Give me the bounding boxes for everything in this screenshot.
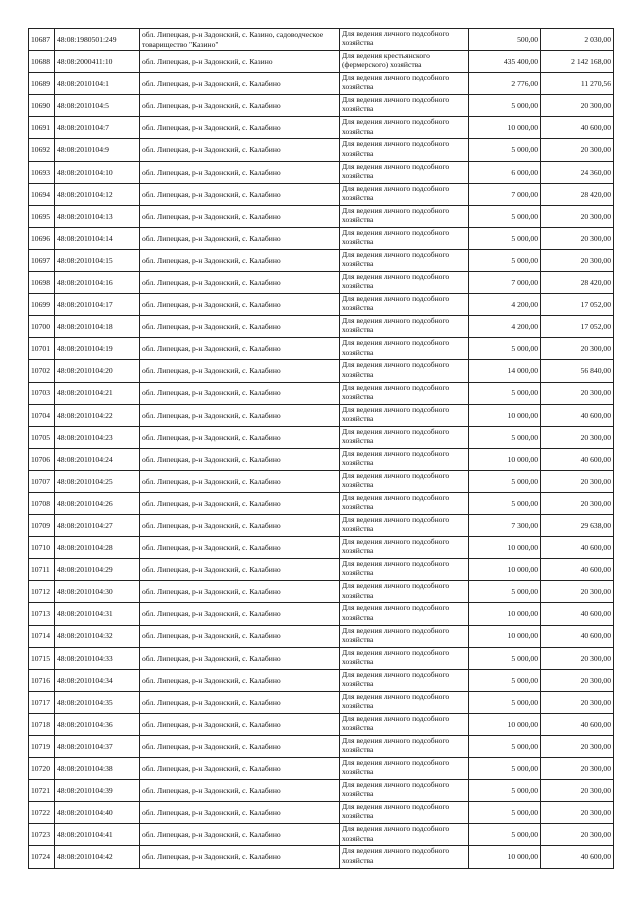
row-number-cell: 10694: [29, 183, 55, 205]
cadastral-number-cell: 48:08:2010104:23: [55, 426, 140, 448]
cadastral-number-cell: 48:08:2010104:26: [55, 492, 140, 514]
cadastral-number-cell: 48:08:2010104:25: [55, 470, 140, 492]
area-cell: 5 000,00: [469, 802, 541, 824]
land-use-cell: Для ведения личного подсобного хозяйства: [340, 824, 469, 846]
table-row: [29, 117, 614, 139]
address-cell: обл. Липецкая, р-н Задонский, с. Калабино: [140, 846, 340, 868]
cadastral-value-cell: 40 600,00: [541, 625, 614, 647]
cadastral-value-cell: 20 300,00: [541, 581, 614, 603]
area-cell: 7 000,00: [469, 183, 541, 205]
address-cell: обл. Липецкая, р-н Задонский, с. Калабино: [140, 161, 340, 183]
land-use-cell: Для ведения личного подсобного хозяйства: [340, 846, 469, 868]
cadastral-number-cell: 48:08:2010104:18: [55, 316, 140, 338]
address-cell: обл. Липецкая, р-н Задонский, с. Калабино: [140, 691, 340, 713]
area-cell: 10 000,00: [469, 713, 541, 735]
address-cell: обл. Липецкая, р-н Задонский, с. Калабино: [140, 73, 340, 95]
cadastral-number-cell: 48:08:1980501:249: [55, 29, 140, 51]
land-use-cell: Для ведения личного подсобного хозяйства: [340, 691, 469, 713]
table-row: [29, 338, 614, 360]
area-cell: 10 000,00: [469, 625, 541, 647]
area-cell: 10 000,00: [469, 559, 541, 581]
table-row: [29, 736, 614, 758]
cadastral-value-cell: 20 300,00: [541, 382, 614, 404]
table-row: [29, 205, 614, 227]
cadastral-number-cell: 48:08:2010104:9: [55, 139, 140, 161]
row-number-cell: 10717: [29, 691, 55, 713]
table-row: [29, 537, 614, 559]
cadastral-value-cell: 20 300,00: [541, 492, 614, 514]
table-row: [29, 382, 614, 404]
table-row: [29, 316, 614, 338]
row-number-cell: 10687: [29, 29, 55, 51]
address-cell: обл. Липецкая, р-н Задонский, с. Калабино: [140, 205, 340, 227]
table-row: [29, 227, 614, 249]
table-body: [29, 29, 614, 869]
cadastral-number-cell: 48:08:2010104:33: [55, 647, 140, 669]
table-row: [29, 448, 614, 470]
cadastral-value-cell: 20 300,00: [541, 95, 614, 117]
cadastral-number-cell: 48:08:2010104:40: [55, 802, 140, 824]
area-cell: 2 776,00: [469, 73, 541, 95]
cadastral-value-cell: 2 030,00: [541, 29, 614, 51]
cadastral-value-cell: 20 300,00: [541, 802, 614, 824]
cadastral-number-cell: 48:08:2010104:24: [55, 448, 140, 470]
table-row: [29, 249, 614, 271]
address-cell: обл. Липецкая, р-н Задонский, с. Калабино: [140, 713, 340, 735]
table-row: [29, 73, 614, 95]
land-use-cell: Для ведения личного подсобного хозяйства: [340, 559, 469, 581]
land-use-cell: Для ведения личного подсобного хозяйства: [340, 382, 469, 404]
table-row: [29, 515, 614, 537]
area-cell: 5 000,00: [469, 227, 541, 249]
area-cell: 10 000,00: [469, 448, 541, 470]
land-use-cell: Для ведения личного подсобного хозяйства: [340, 515, 469, 537]
address-cell: обл. Липецкая, р-н Задонский, с. Калабино: [140, 824, 340, 846]
row-number-cell: 10708: [29, 492, 55, 514]
cadastral-value-cell: 20 300,00: [541, 691, 614, 713]
land-use-cell: Для ведения личного подсобного хозяйства: [340, 603, 469, 625]
cadastral-value-cell: 11 270,56: [541, 73, 614, 95]
address-cell: обл. Липецкая, р-н Задонский, с. Калабино: [140, 227, 340, 249]
area-cell: 6 000,00: [469, 161, 541, 183]
land-use-cell: Для ведения личного подсобного хозяйства: [340, 780, 469, 802]
cadastral-value-cell: 2 142 168,00: [541, 51, 614, 73]
row-number-cell: 10710: [29, 537, 55, 559]
area-cell: 5 000,00: [469, 647, 541, 669]
table-row: [29, 758, 614, 780]
cadastral-number-cell: 48:08:2010104:21: [55, 382, 140, 404]
cadastral-number-cell: 48:08:2010104:15: [55, 249, 140, 271]
cadastral-number-cell: 48:08:2010104:39: [55, 780, 140, 802]
area-cell: 10 000,00: [469, 603, 541, 625]
address-cell: обл. Липецкая, р-н Задонский, с. Калабино: [140, 736, 340, 758]
area-cell: 5 000,00: [469, 205, 541, 227]
row-number-cell: 10695: [29, 205, 55, 227]
land-use-cell: Для ведения личного подсобного хозяйства: [340, 183, 469, 205]
cadastral-number-cell: 48:08:2010104:37: [55, 736, 140, 758]
land-use-cell: Для ведения личного подсобного хозяйства: [340, 205, 469, 227]
row-number-cell: 10707: [29, 470, 55, 492]
table-row: [29, 29, 614, 51]
area-cell: 4 200,00: [469, 316, 541, 338]
row-number-cell: 10703: [29, 382, 55, 404]
row-number-cell: 10720: [29, 758, 55, 780]
land-use-cell: Для ведения личного подсобного хозяйства: [340, 537, 469, 559]
address-cell: обл. Липецкая, р-н Задонский, с. Калабино: [140, 603, 340, 625]
land-use-cell: Для ведения личного подсобного хозяйства: [340, 316, 469, 338]
row-number-cell: 10693: [29, 161, 55, 183]
land-use-cell: Для ведения личного подсобного хозяйства: [340, 802, 469, 824]
row-number-cell: 10689: [29, 73, 55, 95]
cadastral-value-cell: 40 600,00: [541, 603, 614, 625]
table-row: [29, 669, 614, 691]
land-use-cell: Для ведения личного подсобного хозяйства: [340, 426, 469, 448]
table-row: [29, 492, 614, 514]
address-cell: обл. Липецкая, р-н Задонский, с. Калабино: [140, 625, 340, 647]
row-number-cell: 10715: [29, 647, 55, 669]
row-number-cell: 10709: [29, 515, 55, 537]
address-cell: обл. Липецкая, р-н Задонский, с. Калабино: [140, 95, 340, 117]
land-use-cell: Для ведения личного подсобного хозяйства: [340, 73, 469, 95]
address-cell: обл. Липецкая, р-н Задонский, с. Калабино: [140, 316, 340, 338]
address-cell: обл. Липецкая, р-н Задонский, с. Калабино: [140, 294, 340, 316]
area-cell: 5 000,00: [469, 249, 541, 271]
cadastral-value-cell: 20 300,00: [541, 426, 614, 448]
land-use-cell: Для ведения личного подсобного хозяйства: [340, 249, 469, 271]
row-number-cell: 10697: [29, 249, 55, 271]
area-cell: 5 000,00: [469, 470, 541, 492]
land-use-cell: Для ведения личного подсобного хозяйства: [340, 161, 469, 183]
cadastral-value-cell: 20 300,00: [541, 647, 614, 669]
table-row: [29, 691, 614, 713]
area-cell: 500,00: [469, 29, 541, 51]
address-cell: обл. Липецкая, р-н Задонский, с. Калабино: [140, 249, 340, 271]
table-row: [29, 780, 614, 802]
area-cell: 10 000,00: [469, 117, 541, 139]
cadastral-value-cell: 40 600,00: [541, 559, 614, 581]
table-row: [29, 559, 614, 581]
address-cell: обл. Липецкая, р-н Задонский, с. Калабино: [140, 117, 340, 139]
cadastral-number-cell: 48:08:2010104:41: [55, 824, 140, 846]
cadastral-number-cell: 48:08:2010104:19: [55, 338, 140, 360]
address-cell: обл. Липецкая, р-н Задонский, с. Калабино: [140, 272, 340, 294]
address-cell: обл. Липецкая, р-н Задонский, с. Калабино: [140, 448, 340, 470]
land-use-cell: Для ведения личного подсобного хозяйства: [340, 669, 469, 691]
cadastral-value-cell: 28 420,00: [541, 272, 614, 294]
cadastral-value-cell: 20 300,00: [541, 824, 614, 846]
cadastral-number-cell: 48:08:2010104:27: [55, 515, 140, 537]
table-row: [29, 51, 614, 73]
cadastral-value-cell: 20 300,00: [541, 205, 614, 227]
table-row: [29, 294, 614, 316]
land-use-cell: Для ведения личного подсобного хозяйства: [340, 647, 469, 669]
cadastral-number-cell: 48:08:2010104:12: [55, 183, 140, 205]
land-use-cell: Для ведения личного подсобного хозяйства: [340, 448, 469, 470]
table-row: [29, 802, 614, 824]
row-number-cell: 10714: [29, 625, 55, 647]
row-number-cell: 10704: [29, 404, 55, 426]
table-row: [29, 603, 614, 625]
land-use-cell: Для ведения личного подсобного хозяйства: [340, 625, 469, 647]
land-use-cell: Для ведения личного подсобного хозяйства: [340, 736, 469, 758]
cadastral-value-cell: 20 300,00: [541, 139, 614, 161]
address-cell: обл. Липецкая, р-н Задонский, с. Калабино: [140, 780, 340, 802]
area-cell: 10 000,00: [469, 537, 541, 559]
row-number-cell: 10721: [29, 780, 55, 802]
row-number-cell: 10722: [29, 802, 55, 824]
address-cell: обл. Липецкая, р-н Задонский, с. Калабино: [140, 426, 340, 448]
cadastral-number-cell: 48:08:2010104:17: [55, 294, 140, 316]
cadastral-value-cell: 40 600,00: [541, 117, 614, 139]
address-cell: обл. Липецкая, р-н Задонский, с. Калабино: [140, 360, 340, 382]
cadastral-number-cell: 48:08:2010104:1: [55, 73, 140, 95]
row-number-cell: 10719: [29, 736, 55, 758]
cadastral-value-cell: 20 300,00: [541, 338, 614, 360]
address-cell: обл. Липецкая, р-н Задонский, с. Калабино: [140, 559, 340, 581]
cadastral-value-cell: 20 300,00: [541, 470, 614, 492]
row-number-cell: 10692: [29, 139, 55, 161]
address-cell: обл. Липецкая, р-н Задонский, с. Калабино: [140, 382, 340, 404]
cadastral-number-cell: 48:08:2010104:13: [55, 205, 140, 227]
area-cell: 10 000,00: [469, 846, 541, 868]
area-cell: 5 000,00: [469, 824, 541, 846]
address-cell: обл. Липецкая, р-н Задонский, с. Калабино: [140, 581, 340, 603]
cadastral-number-cell: 48:08:2010104:29: [55, 559, 140, 581]
area-cell: 14 000,00: [469, 360, 541, 382]
land-use-cell: Для ведения личного подсобного хозяйства: [340, 713, 469, 735]
cadastral-number-cell: 48:08:2010104:20: [55, 360, 140, 382]
area-cell: 7 300,00: [469, 515, 541, 537]
area-cell: 5 000,00: [469, 338, 541, 360]
cadastral-number-cell: 48:08:2010104:7: [55, 117, 140, 139]
table-row: [29, 713, 614, 735]
area-cell: 5 000,00: [469, 691, 541, 713]
row-number-cell: 10700: [29, 316, 55, 338]
cadastral-value-cell: 40 600,00: [541, 448, 614, 470]
land-use-cell: Для ведения личного подсобного хозяйства: [340, 492, 469, 514]
address-cell: обл. Липецкая, р-н Задонский, с. Калабино: [140, 515, 340, 537]
area-cell: 5 000,00: [469, 736, 541, 758]
land-use-cell: Для ведения личного подсобного хозяйства: [340, 139, 469, 161]
area-cell: 5 000,00: [469, 382, 541, 404]
area-cell: 5 000,00: [469, 581, 541, 603]
table-row: [29, 404, 614, 426]
table-row: [29, 161, 614, 183]
table-row: [29, 139, 614, 161]
land-use-cell: Для ведения личного подсобного хозяйства: [340, 272, 469, 294]
row-number-cell: 10716: [29, 669, 55, 691]
table-row: [29, 360, 614, 382]
cadastral-value-cell: 17 052,00: [541, 316, 614, 338]
cadastral-number-cell: 48:08:2010104:34: [55, 669, 140, 691]
row-number-cell: 10701: [29, 338, 55, 360]
table-row: [29, 272, 614, 294]
row-number-cell: 10696: [29, 227, 55, 249]
land-use-cell: Для ведения личного подсобного хозяйства: [340, 227, 469, 249]
address-cell: обл. Липецкая, р-н Задонский, с. Казино: [140, 51, 340, 73]
row-number-cell: 10711: [29, 559, 55, 581]
row-number-cell: 10724: [29, 846, 55, 868]
address-cell: обл. Липецкая, р-н Задонский, с. Калабино: [140, 404, 340, 426]
cadastral-number-cell: 48:08:2010104:31: [55, 603, 140, 625]
table-row: [29, 581, 614, 603]
cadastral-number-cell: 48:08:2010104:35: [55, 691, 140, 713]
area-cell: 5 000,00: [469, 426, 541, 448]
table-row: [29, 470, 614, 492]
land-use-cell: Для ведения личного подсобного хозяйства: [340, 581, 469, 603]
row-number-cell: 10691: [29, 117, 55, 139]
table-row: [29, 625, 614, 647]
cadastral-value-cell: 28 420,00: [541, 183, 614, 205]
table-row: [29, 824, 614, 846]
cadastral-value-cell: 40 600,00: [541, 404, 614, 426]
cadastral-number-cell: 48:08:2010104:42: [55, 846, 140, 868]
row-number-cell: 10706: [29, 448, 55, 470]
area-cell: 5 000,00: [469, 492, 541, 514]
area-cell: 5 000,00: [469, 669, 541, 691]
address-cell: обл. Липецкая, р-н Задонский, с. Калабино: [140, 338, 340, 360]
cadastral-number-cell: 48:08:2010104:22: [55, 404, 140, 426]
row-number-cell: 10713: [29, 603, 55, 625]
cadastral-number-cell: 48:08:2010104:30: [55, 581, 140, 603]
cadastral-number-cell: 48:08:2000411:10: [55, 51, 140, 73]
table-row: [29, 647, 614, 669]
area-cell: 4 200,00: [469, 294, 541, 316]
cadastral-value-cell: 24 360,00: [541, 161, 614, 183]
area-cell: 5 000,00: [469, 139, 541, 161]
address-cell: обл. Липецкая, р-н Задонский, с. Калабино: [140, 758, 340, 780]
cadastral-number-cell: 48:08:2010104:38: [55, 758, 140, 780]
land-registry-table: [28, 28, 614, 869]
land-use-cell: Для ведения личного подсобного хозяйства: [340, 404, 469, 426]
cadastral-value-cell: 40 600,00: [541, 537, 614, 559]
address-cell: обл. Липецкая, р-н Задонский, с. Калабино: [140, 470, 340, 492]
address-cell: обл. Липецкая, р-н Задонский, с. Калабино: [140, 669, 340, 691]
cadastral-value-cell: 40 600,00: [541, 846, 614, 868]
address-cell: обл. Липецкая, р-н Задонский, с. Казино, садоводческое товарищество "Казино": [140, 29, 340, 51]
row-number-cell: 10723: [29, 824, 55, 846]
row-number-cell: 10705: [29, 426, 55, 448]
cadastral-value-cell: 40 600,00: [541, 713, 614, 735]
table-row: [29, 183, 614, 205]
cadastral-number-cell: 48:08:2010104:16: [55, 272, 140, 294]
cadastral-value-cell: 29 638,00: [541, 515, 614, 537]
land-use-cell: Для ведения личного подсобного хозяйства: [340, 95, 469, 117]
cadastral-value-cell: 17 052,00: [541, 294, 614, 316]
cadastral-value-cell: 20 300,00: [541, 227, 614, 249]
address-cell: обл. Липецкая, р-н Задонский, с. Калабино: [140, 647, 340, 669]
area-cell: 435 400,00: [469, 51, 541, 73]
area-cell: 10 000,00: [469, 404, 541, 426]
land-use-cell: Для ведения личного подсобного хозяйства: [340, 117, 469, 139]
row-number-cell: 10718: [29, 713, 55, 735]
row-number-cell: 10712: [29, 581, 55, 603]
row-number-cell: 10688: [29, 51, 55, 73]
row-number-cell: 10702: [29, 360, 55, 382]
row-number-cell: 10698: [29, 272, 55, 294]
cadastral-number-cell: 48:08:2010104:32: [55, 625, 140, 647]
row-number-cell: 10690: [29, 95, 55, 117]
land-use-cell: Для ведения крестьянского (фермерского) хозяйства: [340, 51, 469, 73]
table-row: [29, 95, 614, 117]
address-cell: обл. Липецкая, р-н Задонский, с. Калабино: [140, 802, 340, 824]
area-cell: 7 000,00: [469, 272, 541, 294]
area-cell: 5 000,00: [469, 95, 541, 117]
address-cell: обл. Липецкая, р-н Задонский, с. Калабино: [140, 492, 340, 514]
cadastral-number-cell: 48:08:2010104:14: [55, 227, 140, 249]
land-use-cell: Для ведения личного подсобного хозяйства: [340, 360, 469, 382]
land-use-cell: Для ведения личного подсобного хозяйства: [340, 338, 469, 360]
land-use-cell: Для ведения личного подсобного хозяйства: [340, 29, 469, 51]
cadastral-value-cell: 20 300,00: [541, 669, 614, 691]
cadastral-value-cell: 20 300,00: [541, 736, 614, 758]
address-cell: обл. Липецкая, р-н Задонский, с. Калабино: [140, 139, 340, 161]
address-cell: обл. Липецкая, р-н Задонский, с. Калабино: [140, 537, 340, 559]
cadastral-value-cell: 56 840,00: [541, 360, 614, 382]
cadastral-number-cell: 48:08:2010104:36: [55, 713, 140, 735]
table-row: [29, 426, 614, 448]
cadastral-number-cell: 48:08:2010104:28: [55, 537, 140, 559]
cadastral-value-cell: 20 300,00: [541, 780, 614, 802]
table-row: [29, 846, 614, 868]
cadastral-value-cell: 20 300,00: [541, 758, 614, 780]
land-use-cell: Для ведения личного подсобного хозяйства: [340, 470, 469, 492]
cadastral-value-cell: 20 300,00: [541, 249, 614, 271]
land-use-cell: Для ведения личного подсобного хозяйства: [340, 758, 469, 780]
cadastral-number-cell: 48:08:2010104:5: [55, 95, 140, 117]
cadastral-number-cell: 48:08:2010104:10: [55, 161, 140, 183]
land-use-cell: Для ведения личного подсобного хозяйства: [340, 294, 469, 316]
area-cell: 5 000,00: [469, 780, 541, 802]
area-cell: 5 000,00: [469, 758, 541, 780]
row-number-cell: 10699: [29, 294, 55, 316]
address-cell: обл. Липецкая, р-н Задонский, с. Калабино: [140, 183, 340, 205]
